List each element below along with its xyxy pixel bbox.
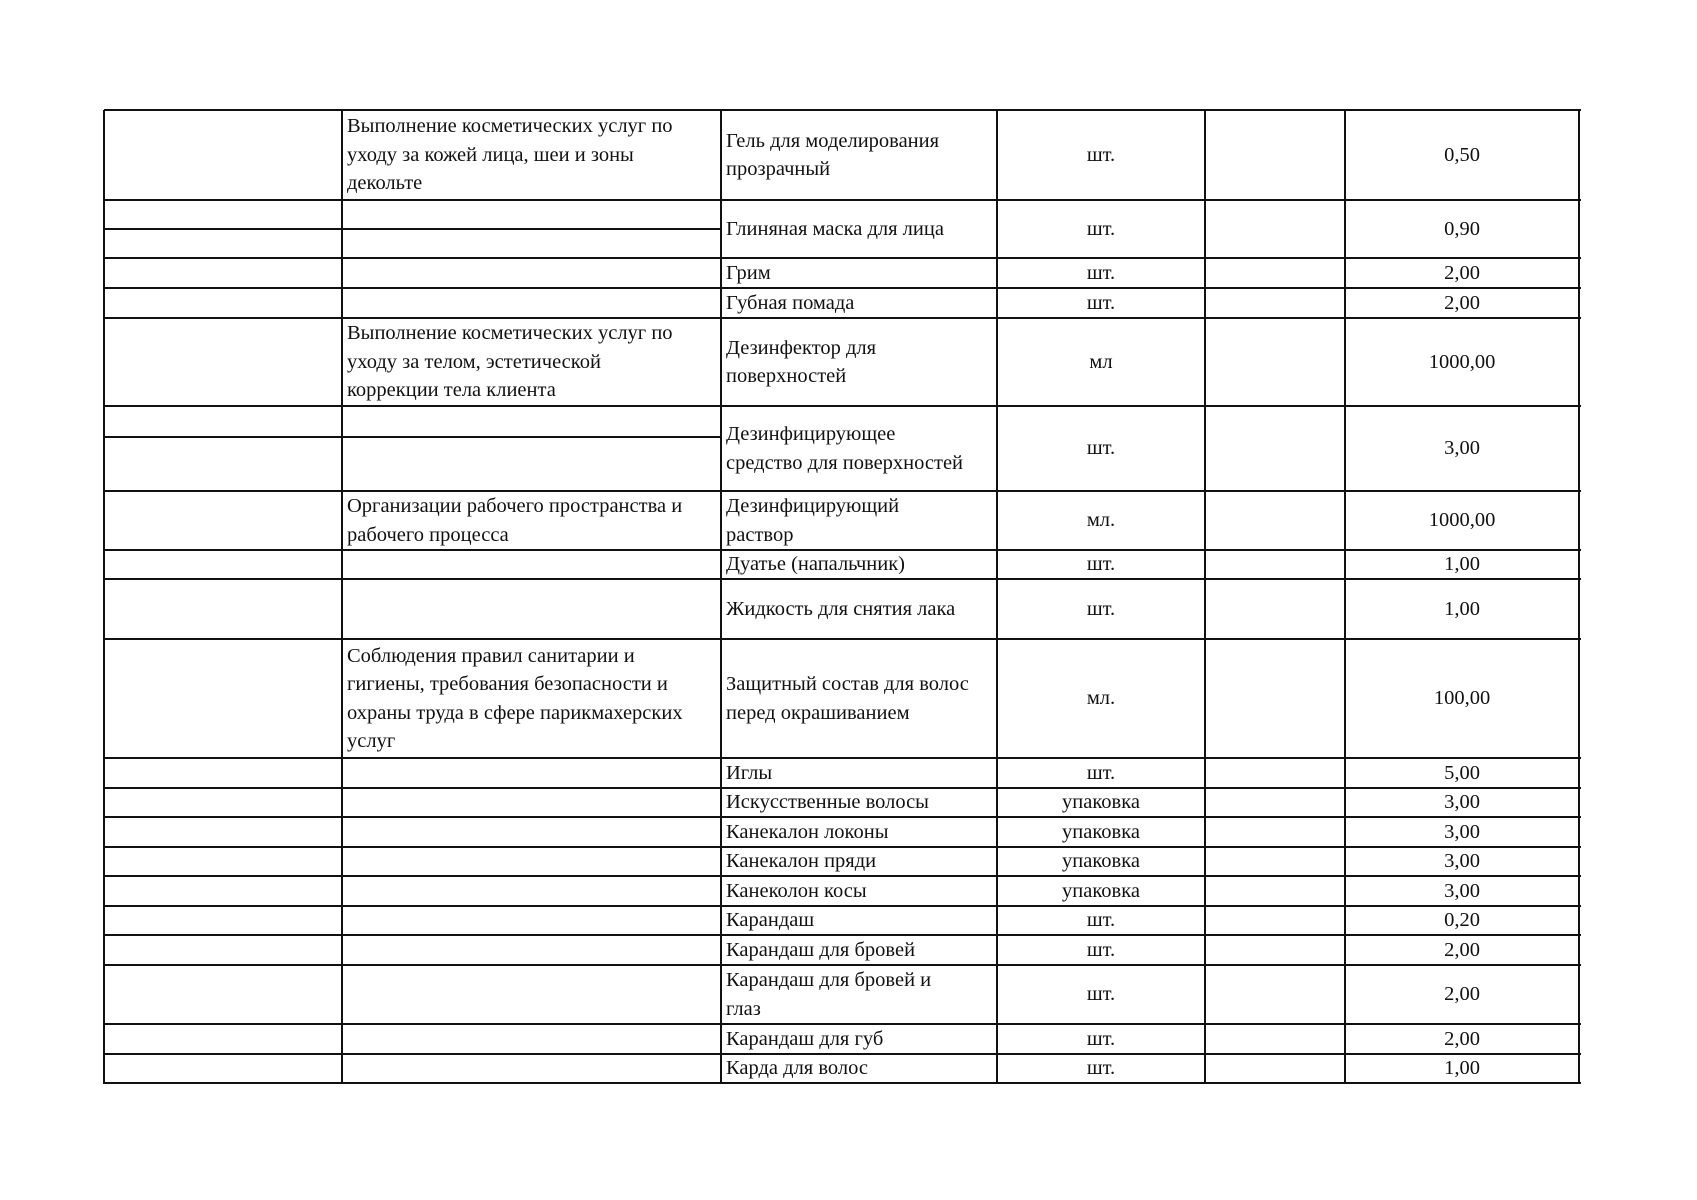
item-name-cell: перед окрашиванием: [726, 701, 910, 724]
section-cell: рабочего процесса: [347, 523, 509, 546]
quantity-cell: 1,00: [1444, 597, 1480, 620]
item-name-cell: прозрачный: [726, 158, 831, 180]
unit-cell: шт.: [1086, 437, 1116, 460]
quantity-cell: 100,00: [1433, 687, 1491, 710]
item-name-cell: Дуатье (напальчник): [726, 553, 905, 576]
item-name-cell: Искусственные волосы: [726, 791, 929, 814]
quantity-cell: 2,00: [1444, 983, 1480, 1006]
item-name-cell: Дезинфицирующее: [726, 423, 896, 446]
quantity-cell: 0,20: [1444, 909, 1480, 932]
section-cell: услуг: [347, 729, 396, 752]
item-name-cell: Дезинфицирующий: [726, 495, 900, 518]
quantity-cell: 2,00: [1444, 261, 1480, 284]
item-name-cell: Канекалон локоны: [726, 820, 889, 843]
unit-cell: шт.: [1086, 761, 1116, 784]
quantity-cell: 2,00: [1444, 938, 1480, 961]
quantity-cell: 3,00: [1444, 437, 1480, 460]
section-cell: Выполнение косметических услуг по: [347, 115, 673, 138]
item-name-cell: Канекалон пряди: [726, 850, 877, 873]
unit-cell: упаковка: [1062, 850, 1140, 873]
quantity-cell: 3,00: [1444, 820, 1480, 843]
item-name-cell: поверхностей: [726, 365, 847, 387]
unit-cell: шт.: [1086, 983, 1116, 1006]
unit-cell: мл.: [1086, 509, 1116, 532]
unit-cell: упаковка: [1062, 879, 1140, 902]
item-name-cell: Глиняная маска для лица: [726, 217, 944, 240]
unit-cell: шт.: [1086, 597, 1116, 620]
item-name-cell: Карда для волос: [726, 1057, 868, 1080]
item-name-cell: раствор: [726, 523, 794, 546]
item-name-cell: Дезинфектор для: [726, 336, 877, 359]
unit-cell: шт.: [1086, 291, 1116, 314]
item-name-cell: Иглы: [726, 761, 773, 784]
section-cell: уходу за телом, эстетической: [347, 350, 601, 373]
unit-cell: шт.: [1086, 1027, 1116, 1050]
quantity-cell: 0,50: [1444, 143, 1480, 166]
item-name-cell: Карандаш для бровей и: [726, 969, 932, 992]
quantity-cell: 1,00: [1444, 553, 1480, 576]
section-cell: Выполнение косметических услуг по: [347, 322, 673, 345]
split-rule: [104, 436, 721, 438]
unit-cell: шт.: [1086, 938, 1116, 961]
row-rule: [104, 199, 1581, 201]
unit-cell: упаковка: [1062, 791, 1140, 814]
row-rule: [104, 638, 1581, 640]
section-cell: декольте: [347, 172, 423, 195]
section-cell: Организации рабочего пространства и: [347, 495, 683, 518]
item-name-cell: Грим: [726, 261, 771, 284]
column-rule: [341, 110, 343, 1084]
quantity-cell: 2,00: [1444, 291, 1480, 314]
section-cell: Соблюдения правил санитарии и: [347, 644, 635, 667]
item-name-cell: Жидкость для снятия лака: [726, 597, 956, 620]
quantity-cell: 0,90: [1444, 217, 1480, 240]
quantity-cell: 3,00: [1444, 879, 1480, 902]
item-name-cell: средство для поверхностей: [726, 451, 964, 474]
column-rule: [103, 110, 105, 1084]
row-rule: [104, 317, 1581, 319]
unit-cell: шт.: [1086, 143, 1116, 166]
quantity-cell: 1000,00: [1428, 350, 1496, 373]
unit-cell: шт.: [1086, 1057, 1116, 1080]
item-name-cell: Канеколон косы: [726, 879, 867, 902]
quantity-cell: 5,00: [1444, 761, 1480, 784]
column-rule: [720, 110, 722, 1084]
item-name-cell: глаз: [726, 997, 761, 1020]
section-cell: уходу за кожей лица, шеи и зоны: [347, 143, 634, 166]
unit-cell: мл.: [1086, 687, 1116, 710]
unit-cell: мл: [1089, 350, 1113, 373]
section-cell: гигиены, требования безопасности и: [347, 673, 668, 696]
item-name-cell: Карандаш: [726, 909, 815, 932]
quantity-cell: 1000,00: [1428, 509, 1496, 532]
item-name-cell: Карандаш для губ: [726, 1027, 884, 1050]
section-cell: коррекции тела клиента: [347, 379, 556, 402]
unit-cell: упаковка: [1062, 820, 1140, 843]
split-rule: [104, 228, 721, 230]
quantity-cell: 2,00: [1444, 1027, 1480, 1050]
unit-cell: шт.: [1086, 909, 1116, 932]
equipment-table: [104, 110, 1581, 1083]
item-name-cell: Защитный состав для волос: [726, 673, 969, 696]
quantity-cell: 3,00: [1444, 850, 1480, 873]
quantity-cell: 1,00: [1444, 1057, 1480, 1080]
unit-cell: шт.: [1086, 261, 1116, 284]
row-rule: [104, 109, 1581, 111]
quantity-cell: 3,00: [1444, 791, 1480, 814]
unit-cell: шт.: [1086, 553, 1116, 576]
item-name-cell: Гель для моделирования: [726, 129, 940, 152]
row-rule: [104, 405, 1581, 407]
item-name-cell: Губная помада: [726, 291, 855, 314]
section-cell: охраны труда в сфере парикмахерских: [347, 701, 683, 724]
unit-cell: шт.: [1086, 217, 1116, 240]
item-name-cell: Карандаш для бровей: [726, 938, 916, 961]
